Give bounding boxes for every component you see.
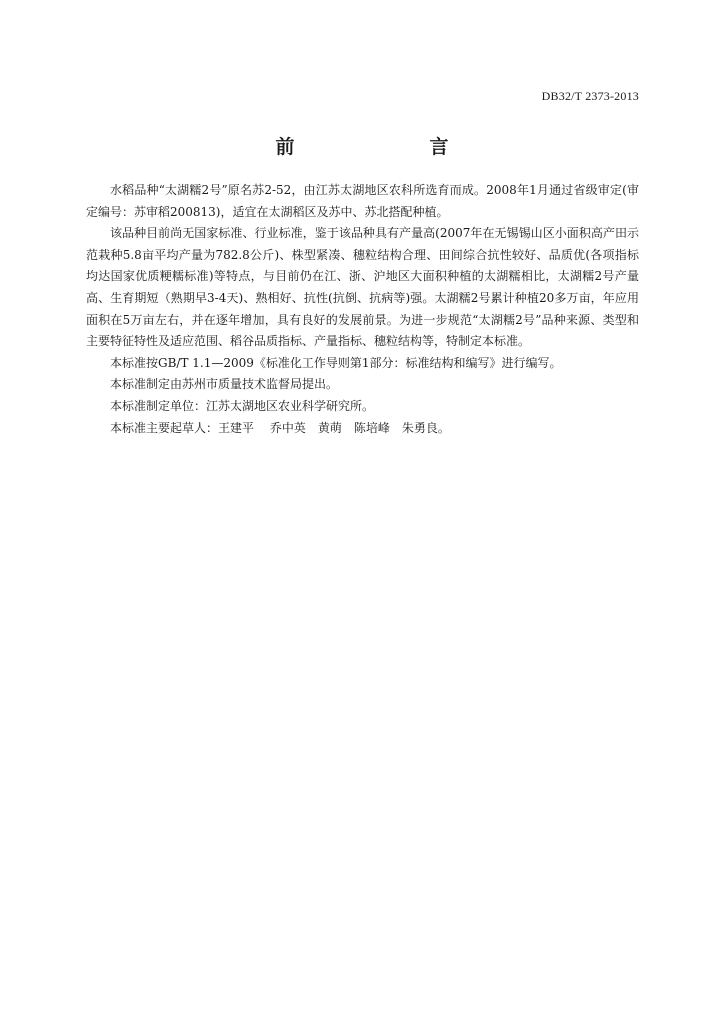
document-code: DB32/T 2373-2013 xyxy=(541,89,639,103)
paragraph-drafters: 本标准主要起草人：王建平 乔中英 黄萌 陈培峰 朱勇良。 xyxy=(110,420,450,435)
paragraph-variety-features: 该品种目前尚无国家标准、行业标准，鉴于该品种具有产量高(2007年在无锡锡山区小面积高产田示范栽种5.8亩平均产量为782.8公斤)、株型紧凑、穗粒结构合理、田间综合抗性较好、品质优(各项指标均达国家优质粳糯标准)等特点，与目前仍在江、浙、沪地区大面积种植的太湖糯相比，太湖糯2号产量高、生育期短（熟期早3-4天)、熟相好、抗性(抗倒、抗病等)强。太湖糯2号累计种植20多万亩，年应用面积在5万亩左右，并在逐年增加，具有良好的发展前景。为进一步规范“太湖糯2号”品种来源、类型和主要特征特性及适应范围、稻谷品质指标、产量指标、穗粒结构等，特制定本标准。 xyxy=(86,226,639,349)
foreword-body xyxy=(86,180,639,439)
paragraph-variety-origin: 水稻品种“太湖糯2号”原名苏2-52，由江苏太湖地区农科所选育而成。2008年1月通过省级审定(审定编号：苏审稻200813)，适宜在太湖稻区及苏中、苏北搭配种植。 xyxy=(86,183,639,219)
page-title: 前 言 xyxy=(275,136,507,158)
paragraph-proposer: 本标准制定由苏州市质量技术监督局提出。 xyxy=(110,377,339,392)
paragraph-drafting-unit: 本标准制定单位：江苏太湖地区农业科学研究所。 xyxy=(110,398,375,413)
paragraph-drafting-rules: 本标准按GB/T 1.1—2009《标准化工作导则第1部分：标准结构和编写》进行编写。 xyxy=(110,355,562,370)
